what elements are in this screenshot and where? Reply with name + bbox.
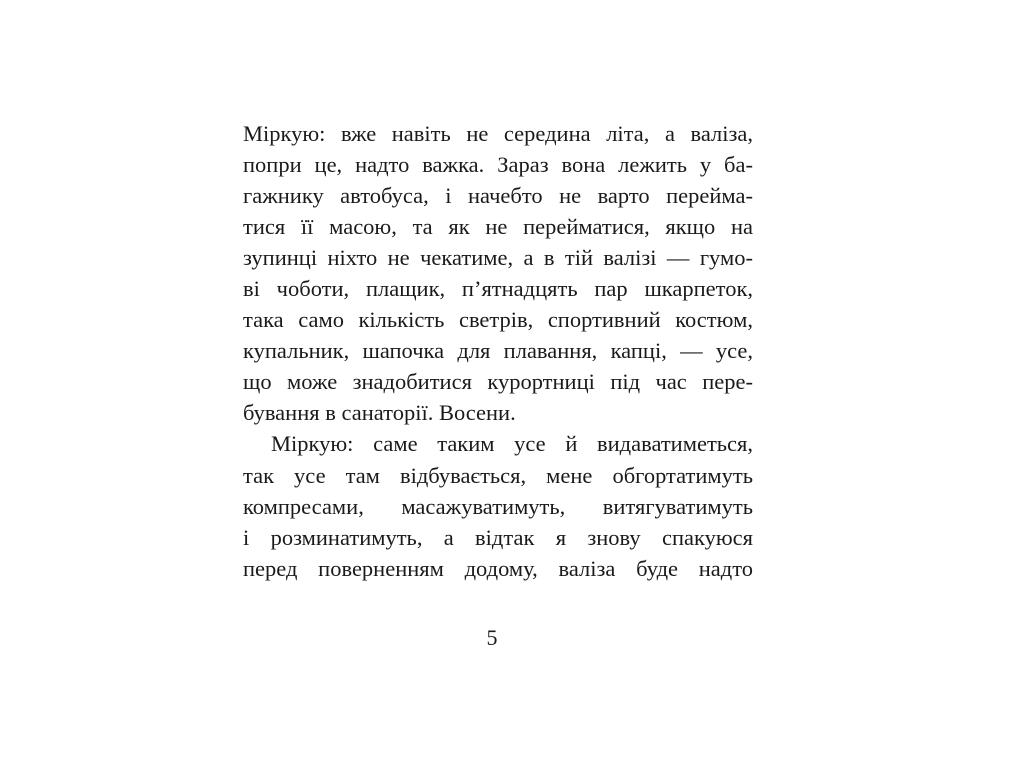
- paragraph-1: [243, 118, 753, 428]
- text-line: бування в санаторії. Восени.: [243, 400, 516, 426]
- text-line: така само кількість светрів, спортивний костюм,: [243, 307, 753, 333]
- text-line: перед поверненням додому, валіза буде надто: [243, 555, 753, 581]
- text-line: гажнику автобуса, і начебто не варто перейма-: [243, 183, 753, 209]
- text-line: купальник, шапочка для плавання, капці, — усе,: [243, 338, 753, 364]
- page-number: 5: [486, 625, 498, 650]
- text-line: що може знадобитися курортниці під час пере-: [243, 369, 753, 395]
- text-line: ві чоботи, плащик, п’ятнадцять пар шкарпеток,: [243, 276, 753, 302]
- body-text: [243, 118, 753, 584]
- text-line: і розминатимуть, а відтак я знову спакуюся: [243, 524, 753, 550]
- paragraph-2: [243, 428, 753, 583]
- text-line: так усе там відбувається, мене обгортатимуть: [243, 462, 753, 488]
- text-line: компресами, масажуватимуть, витягуватимуть: [243, 493, 753, 519]
- text-line: Міркую: саме таким усе й видаватиметься,: [271, 431, 753, 457]
- text-line: Міркую: вже навіть не середина літа, а валіза,: [243, 121, 753, 146]
- text-line: зупинці ніхто не чекатиме, а в тій валізі — гумо-: [243, 245, 753, 271]
- text-line: попри це, надто важка. Зараз вона лежить у ба-: [243, 152, 753, 178]
- text-line: тися її масою, та як не перейматися, якщо на: [243, 214, 753, 240]
